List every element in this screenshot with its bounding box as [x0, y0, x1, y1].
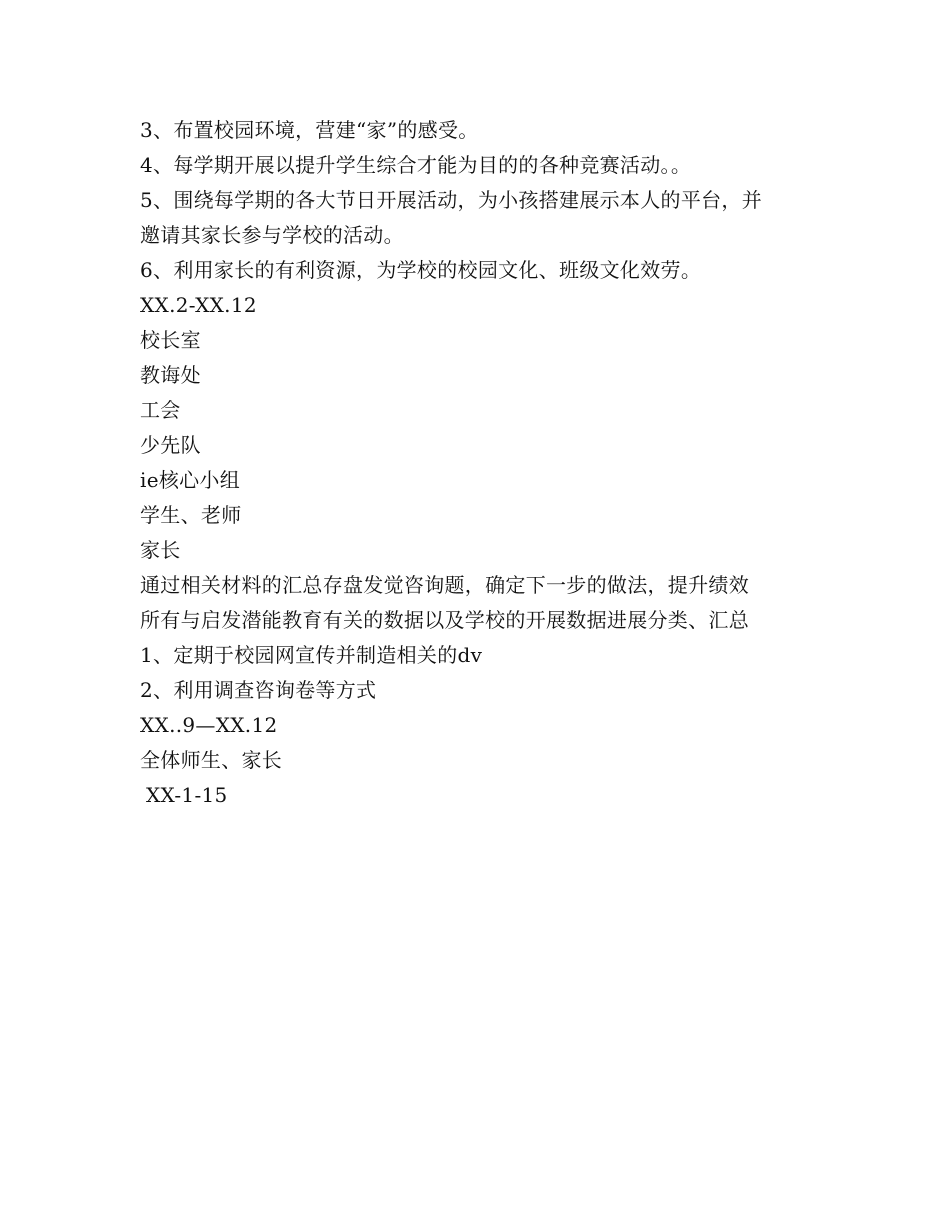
text-line-item-3: 3、布置校园环境，营建“家”的感受。: [140, 118, 479, 142]
text-line-all-participants: 全体师生、家长: [140, 748, 283, 772]
text-line-date: XX-1-15: [146, 783, 228, 807]
text-line-teaching-office: 教诲处: [140, 363, 201, 387]
text-line-item-6: 6、利用家长的有利资源，为学校的校园文化、班级文化效劳。: [140, 258, 702, 282]
text-line-item-5-continued: 邀请其家长参与学校的活动。: [140, 223, 404, 247]
text-line-item-4: 4、每学期开展以提升学生综合才能为目的的各种竞赛活动。。: [140, 153, 692, 177]
text-line-young-pioneers: 少先队: [140, 433, 201, 457]
document-body: [140, 113, 820, 813]
text-line-period-2: XX..9—XX.12: [140, 713, 278, 737]
text-line-method-1: 1、定期于校园网宣传并制造相关的dv: [140, 643, 483, 667]
text-line-method-2: 2、利用调查咨询卷等方式: [140, 678, 377, 702]
text-line-summary-2: 所有与启发潜能教育有关的数据以及学校的开展数据进展分类、汇总: [140, 608, 749, 632]
text-line-parents: 家长: [140, 538, 181, 562]
text-line-core-group: ie核心小组: [140, 468, 241, 492]
text-line-period-1: XX.2-XX.12: [140, 293, 257, 317]
text-line-students-teachers: 学生、老师: [140, 503, 242, 527]
text-line-principal-office: 校长室: [140, 328, 201, 352]
text-line-item-5: 5、围绕每学期的各大节日开展活动，为小孩搭建展示本人的平台，并: [140, 188, 763, 212]
text-line-union: 工会: [140, 398, 181, 422]
text-line-summary-1: 通过相关材料的汇总存盘发觉咨询题，确定下一步的做法，提升绩效: [140, 573, 749, 597]
